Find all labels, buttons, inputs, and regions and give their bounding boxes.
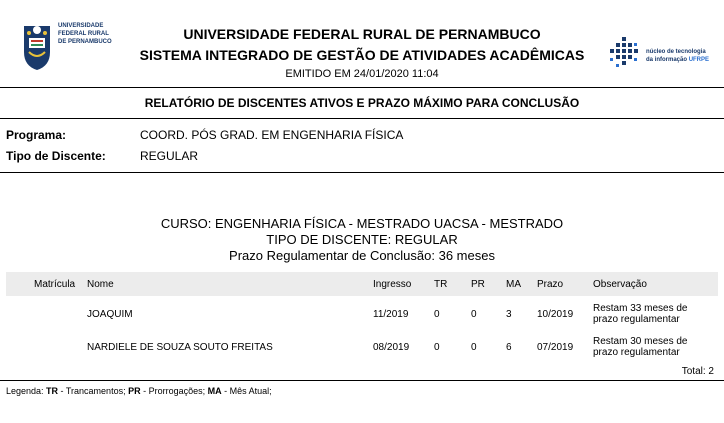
- university-title: UNIVERSIDADE FEDERAL RURAL DE PERNAMBUCO: [183, 26, 541, 42]
- cell-observacao: Restam 30 meses de prazo regulamentar: [593, 336, 688, 358]
- cell-tr: 0: [434, 309, 440, 320]
- legend: [6, 386, 272, 396]
- cell-prazo: 07/2019: [537, 342, 574, 353]
- table-header: [6, 272, 718, 296]
- col-pr: PR: [471, 279, 485, 290]
- course-deadline: Prazo Regulamentar de Conclusão: 36 meses: [229, 248, 495, 263]
- col-tr: TR: [434, 279, 448, 290]
- cell-ma: 3: [506, 309, 512, 320]
- report-title: RELATÓRIO DE DISCENTES ATIVOS E PRAZO MÁXIMO PARA CONCLUSÃO: [144, 96, 580, 110]
- divider: [0, 118, 724, 119]
- course-name: CURSO: ENGENHARIA FÍSICA - MESTRADO UACSA - MESTRADO: [160, 216, 564, 231]
- cell-nome: JOAQUIM: [87, 309, 133, 320]
- col-observacao: Observação: [593, 279, 647, 290]
- col-nome: Nome: [87, 279, 114, 290]
- cell-prazo: 10/2019: [537, 309, 574, 320]
- divider: [0, 172, 724, 173]
- table-row: [6, 331, 718, 363]
- emission-date: EMITIDO EM 24/01/2020 11:04: [285, 68, 439, 80]
- report-header: [0, 0, 724, 88]
- nti-logo: [608, 36, 718, 72]
- cell-nome: NARDIELE DE SOUZA SOUTO FREITAS: [87, 342, 273, 353]
- cell-pr: 0: [471, 342, 477, 353]
- legend-tr-key: TR: [46, 386, 59, 396]
- ufrpe-logo-text: UNIVERSIDADE FEDERAL RURAL DE PERNAMBUCO: [58, 23, 112, 45]
- table-total: Total: 2: [681, 366, 714, 377]
- nti-dots-icon: [608, 36, 642, 70]
- cell-tr: 0: [434, 342, 440, 353]
- col-ingresso: Ingresso: [373, 279, 412, 290]
- tipo-discente-label: Tipo de Discente:: [6, 149, 106, 163]
- divider: [0, 380, 724, 381]
- cell-pr: 0: [471, 309, 477, 320]
- system-title: SISTEMA INTEGRADO DE GESTÃO DE ATIVIDADES ACADÊMICAS: [139, 47, 585, 63]
- programa-value: COORD. PÓS GRAD. EM ENGENHARIA FÍSICA: [140, 128, 404, 142]
- course-student-type: TIPO DE DISCENTE: REGULAR: [266, 232, 458, 247]
- tipo-discente-value: REGULAR: [140, 149, 199, 163]
- cell-ingresso: 11/2019: [373, 309, 409, 320]
- legend-prefix: Legenda:: [6, 386, 47, 396]
- legend-ma-text: - Mês Atual;: [221, 386, 272, 396]
- cell-ma: 6: [506, 342, 512, 353]
- legend-ma-key: MA: [207, 386, 222, 396]
- legend-pr-text: - Prorrogações;: [140, 386, 208, 396]
- col-prazo: Prazo: [537, 279, 564, 290]
- cell-observacao: Restam 33 meses de prazo regulamentar: [593, 303, 688, 325]
- legend-tr-text: - Trancamentos;: [58, 386, 129, 396]
- cell-ingresso: 08/2019: [373, 342, 410, 353]
- table-row: [6, 298, 718, 330]
- legend-pr-key: PR: [128, 386, 141, 396]
- nti-logo-text: núcleo de tecnologia da informação UFRPE: [646, 49, 710, 63]
- col-ma: MA: [506, 279, 521, 290]
- col-matricula: Matrícula: [34, 279, 76, 290]
- programa-label: Programa:: [6, 128, 67, 142]
